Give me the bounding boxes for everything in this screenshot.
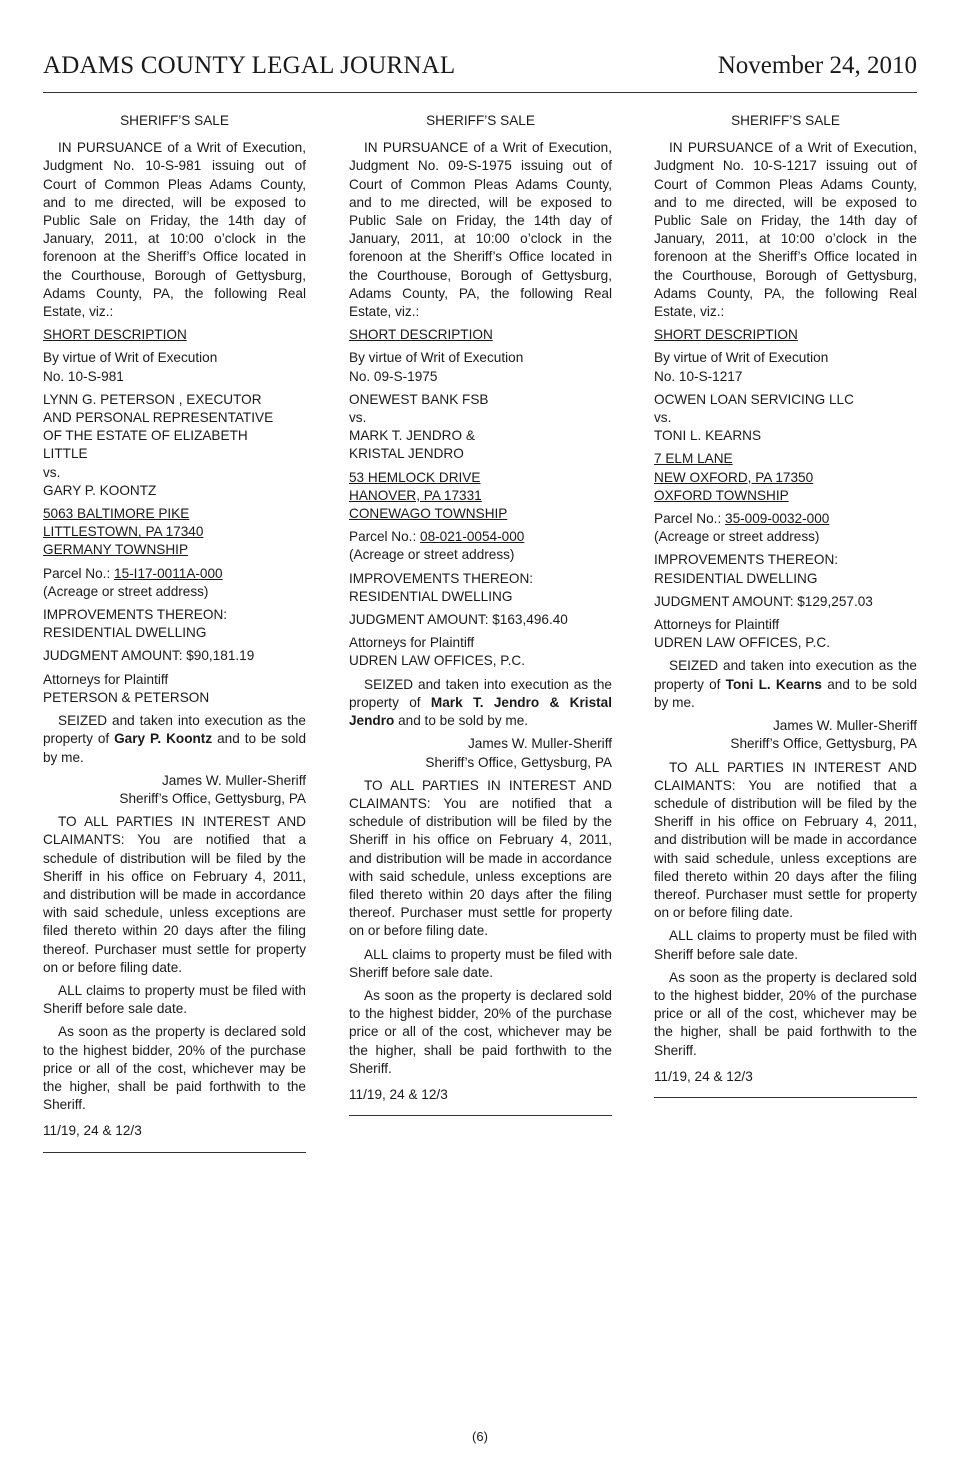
improvements-value: RESIDENTIAL DWELLING [654, 570, 818, 586]
parcel-label: Parcel No.: [654, 511, 726, 527]
improvements-block [654, 551, 917, 587]
sheriff-sale-notice-2 [349, 112, 612, 1116]
publication-dates: 11/19, 24 & 12/3 [349, 1086, 448, 1102]
sheriff-name: James W. Muller-Sheriff [772, 718, 917, 734]
short-description-heading: SHORT DESCRIPTION [349, 327, 493, 343]
address-line: 7 ELM LANE [654, 451, 733, 467]
parcel-number: 08-021-0054-000 [420, 529, 525, 545]
sheriff-signature [43, 772, 306, 808]
defendant-line: KRISTAL JENDRO [349, 446, 464, 462]
publication-dates: 11/19, 24 & 12/3 [43, 1123, 142, 1139]
writ-block [43, 349, 306, 385]
attorneys-name: PETERSON & PETERSON [43, 689, 210, 705]
parcel-line [654, 510, 917, 528]
seized-owner: Mark T. Jendro & Kristal Jendro [349, 694, 612, 729]
address-line: 53 HEMLOCK DRIVE [349, 469, 481, 485]
improvements-label: IMPROVEMENTS THEREON: [349, 570, 534, 586]
journal-title: ADAMS COUNTY LEGAL JOURNAL [43, 52, 456, 79]
judgment-amount: JUDGMENT AMOUNT: $90,181.19 [43, 648, 255, 664]
attorneys-name: UDREN LAW OFFICES, P.C. [654, 635, 830, 651]
parties-notice: TO ALL PARTIES IN INTEREST AND CLAIMANTS: You are notified that a schedule of distribution will be filed by the Sheriff in his office on February 4, 2011, and distribution will be made in accordance with said schedule, unless exceptions are filed thereto within 20 days after the filing thereof. Purchaser must settle for property on or before filing date. [654, 759, 917, 921]
seized-paragraph [349, 676, 612, 731]
versus: vs. [43, 464, 61, 480]
parcel-line [349, 528, 612, 546]
parcel-number: 35-009-0032-000 [725, 511, 830, 527]
seized-text: SEIZED and taken into execution as the property of [654, 658, 917, 692]
seized-text: SEIZED and taken into execution as the property of [43, 713, 306, 747]
bidder-notice: As soon as the property is declared sold to the highest bidder, 20% of the purchase price or all of the cost, whichever may be the higher, shall be paid forthwith to the Sheriff. [349, 987, 612, 1076]
claims-notice: ALL claims to property must be filed with Sheriff before sale date. [654, 928, 917, 962]
writ-line: By virtue of Writ of Execution [654, 350, 829, 366]
improvements-label: IMPROVEMENTS THEREON: [654, 552, 839, 568]
writ-number: No. 10-S-1217 [654, 368, 743, 384]
sheriff-office: Sheriff’s Office, Gettysburg, PA [425, 754, 612, 770]
notice-intro: IN PURSUANCE of a Writ of Execution, Judgment No. 09-S-1975 issuing out of Court of Common Pleas Adams County, and to me directed, will be exposed to Public Sale on Friday, the 14th day of January, 2011, at 10:00 o’clock in the forenoon at the Sheriff’s Office located in the Courthouse, Borough of Gettysburg, Adams County, PA, the following Real Estate, viz.: [349, 140, 612, 320]
attorneys-label: Attorneys for Plaintiff [654, 617, 780, 633]
defendant-line: MARK T. JENDRO & [349, 428, 475, 444]
sheriff-name: James W. Muller-Sheriff [467, 736, 612, 752]
page-number: (6) [472, 1429, 488, 1444]
seized-text-end: and to be sold by me. [394, 713, 529, 729]
parcel-block [43, 565, 306, 601]
seized-text-end: and to be sold by me. [43, 731, 307, 765]
plaintiff-line: AND PERSONAL REPRESENTATIVE [43, 410, 274, 426]
acreage-note: (Acreage or street address) [349, 547, 515, 563]
versus: vs. [349, 410, 367, 426]
defendant-line: TONI L. KEARNS [654, 428, 762, 444]
notice-divider [654, 1097, 917, 1098]
short-description-heading: SHORT DESCRIPTION [43, 327, 187, 343]
plaintiff-line: LITTLE [43, 446, 88, 462]
sheriff-name: James W. Muller-Sheriff [161, 772, 306, 788]
address-line: OXFORD TOWNSHIP [654, 487, 789, 503]
attorneys-name: UDREN LAW OFFICES, P.C. [349, 653, 525, 669]
attorneys-block [349, 634, 612, 670]
parcel-line [43, 565, 306, 583]
writ-number: No. 09-S-1975 [349, 368, 438, 384]
plaintiff-line: OF THE ESTATE OF ELIZABETH [43, 428, 248, 444]
parties-block [349, 391, 612, 464]
publication-dates: 11/19, 24 & 12/3 [654, 1068, 753, 1084]
seized-owner: Gary P. Koontz [114, 731, 213, 747]
notice-divider [43, 1152, 306, 1153]
acreage-note: (Acreage or street address) [43, 583, 209, 599]
address-line: NEW OXFORD, PA 17350 [654, 469, 814, 485]
parcel-number: 15-I17-0011A-000 [114, 565, 223, 581]
notice-title: SHERIFF’S SALE [731, 113, 840, 128]
writ-block [654, 349, 917, 385]
sheriff-sale-notice-1 [43, 112, 306, 1153]
plaintiff-line: ONEWEST BANK FSB [349, 391, 489, 407]
bidder-notice: As soon as the property is declared sold to the highest bidder, 20% of the purchase price or all of the cost, whichever may be the higher, shall be paid forthwith to the Sheriff. [654, 969, 917, 1058]
parcel-block [654, 510, 917, 546]
bidder-notice: As soon as the property is declared sold to the highest bidder, 20% of the purchase price or all of the cost, whichever may be the higher, shall be paid forthwith to the Sheriff. [43, 1024, 306, 1113]
claims-notice: ALL claims to property must be filed with Sheriff before sale date. [43, 982, 306, 1017]
address-line: 5063 BALTIMORE PIKE [43, 506, 190, 522]
sheriff-signature [349, 735, 612, 771]
property-address [43, 505, 306, 560]
attorneys-label: Attorneys for Plaintiff [43, 671, 169, 687]
sheriff-signature [654, 717, 917, 753]
notice-intro: IN PURSUANCE of a Writ of Execution, Judgment No. 10-S-1217 issuing out of Court of Common Pleas Adams County, and to me directed, will be exposed to Public Sale on Friday, the 14th day of January, 2011, at 10:00 o’clock in the forenoon at the Sheriff’s Office located in the Courthouse, Borough of Gettysburg, Adams County, PA, the following Real Estate, viz.: [654, 140, 917, 320]
address-line: LITTLESTOWN, PA 17340 [43, 524, 204, 540]
parties-block [43, 391, 306, 500]
improvements-value: RESIDENTIAL DWELLING [349, 588, 513, 604]
plaintiff-line: LYNN G. PETERSON , EXECUTOR [43, 391, 262, 407]
parcel-label: Parcel No.: [349, 529, 421, 545]
parties-notice: TO ALL PARTIES IN INTEREST AND CLAIMANTS: You are notified that a schedule of distribution will be filed by the Sheriff in his office on February 4, 2011, and distribution will be made in accordance with said schedule, unless exceptions are filed thereto within 20 days after the filing thereof. Purchaser must settle for property on or before filing date. [43, 814, 306, 975]
notice-intro: IN PURSUANCE of a Writ of Execution, Judgment No. 10-S-981 issuing out of Court of Common Pleas Adams County, and to me directed, will be exposed to Public Sale on Friday, the 14th day of January, 2011, at 10:00 o’clock in the forenoon at the Sheriff’s Office located in the Courthouse, Borough of Gettysburg, Adams County, PA, the following Real Estate, viz.: [43, 140, 306, 320]
notice-title: SHERIFF’S SALE [120, 113, 229, 128]
versus: vs. [654, 410, 672, 426]
issue-date: November 24, 2010 [717, 52, 917, 79]
attorneys-block [43, 671, 306, 707]
notice-divider [349, 1115, 612, 1116]
sheriff-office: Sheriff’s Office, Gettysburg, PA [119, 790, 306, 806]
address-line: GERMANY TOWNSHIP [43, 542, 189, 558]
parties-notice: TO ALL PARTIES IN INTEREST AND CLAIMANTS: You are notified that a schedule of distribution will be filed by the Sheriff in his office on February 4, 2011, and distribution will be made in accordance with said schedule, unless exceptions are filed thereto within 20 days after the filing thereof. Purchaser must settle for property on or before filing date. [349, 777, 612, 939]
parcel-block [349, 528, 612, 564]
acreage-note: (Acreage or street address) [654, 529, 820, 545]
improvements-value: RESIDENTIAL DWELLING [43, 625, 207, 641]
improvements-label: IMPROVEMENTS THEREON: [43, 607, 228, 623]
property-address [654, 450, 917, 505]
writ-line: By virtue of Writ of Execution [349, 350, 524, 366]
claims-notice: ALL claims to property must be filed with Sheriff before sale date. [349, 946, 612, 980]
short-description-heading: SHORT DESCRIPTION [654, 327, 798, 343]
parcel-label: Parcel No.: [43, 565, 115, 581]
attorneys-label: Attorneys for Plaintiff [349, 635, 475, 651]
seized-paragraph [654, 657, 917, 712]
address-line: CONEWAGO TOWNSHIP [349, 506, 508, 522]
writ-number: No. 10-S-981 [43, 368, 124, 384]
plaintiff-line: OCWEN LOAN SERVICING LLC [654, 391, 854, 407]
improvements-block [349, 570, 612, 606]
address-line: HANOVER, PA 17331 [349, 487, 482, 503]
parties-block [654, 391, 917, 446]
defendant-line: GARY P. KOONTZ [43, 482, 157, 498]
sheriff-office: Sheriff’s Office, Gettysburg, PA [730, 736, 917, 752]
seized-owner: Toni L. Kearns [725, 676, 822, 692]
seized-text-end: and to be sold by me. [654, 676, 918, 710]
judgment-amount: JUDGMENT AMOUNT: $129,257.03 [654, 593, 873, 609]
writ-line: By virtue of Writ of Execution [43, 350, 218, 366]
improvements-block [43, 606, 306, 642]
property-address [349, 469, 612, 524]
page-header [43, 52, 917, 93]
writ-block [349, 349, 612, 385]
notice-title: SHERIFF’S SALE [426, 113, 535, 128]
sheriff-sale-notice-3 [654, 112, 917, 1098]
judgment-amount: JUDGMENT AMOUNT: $163,496.40 [349, 612, 568, 628]
seized-text: SEIZED and taken into execution as the property of [349, 676, 612, 710]
seized-paragraph [43, 712, 306, 767]
attorneys-block [654, 616, 917, 652]
